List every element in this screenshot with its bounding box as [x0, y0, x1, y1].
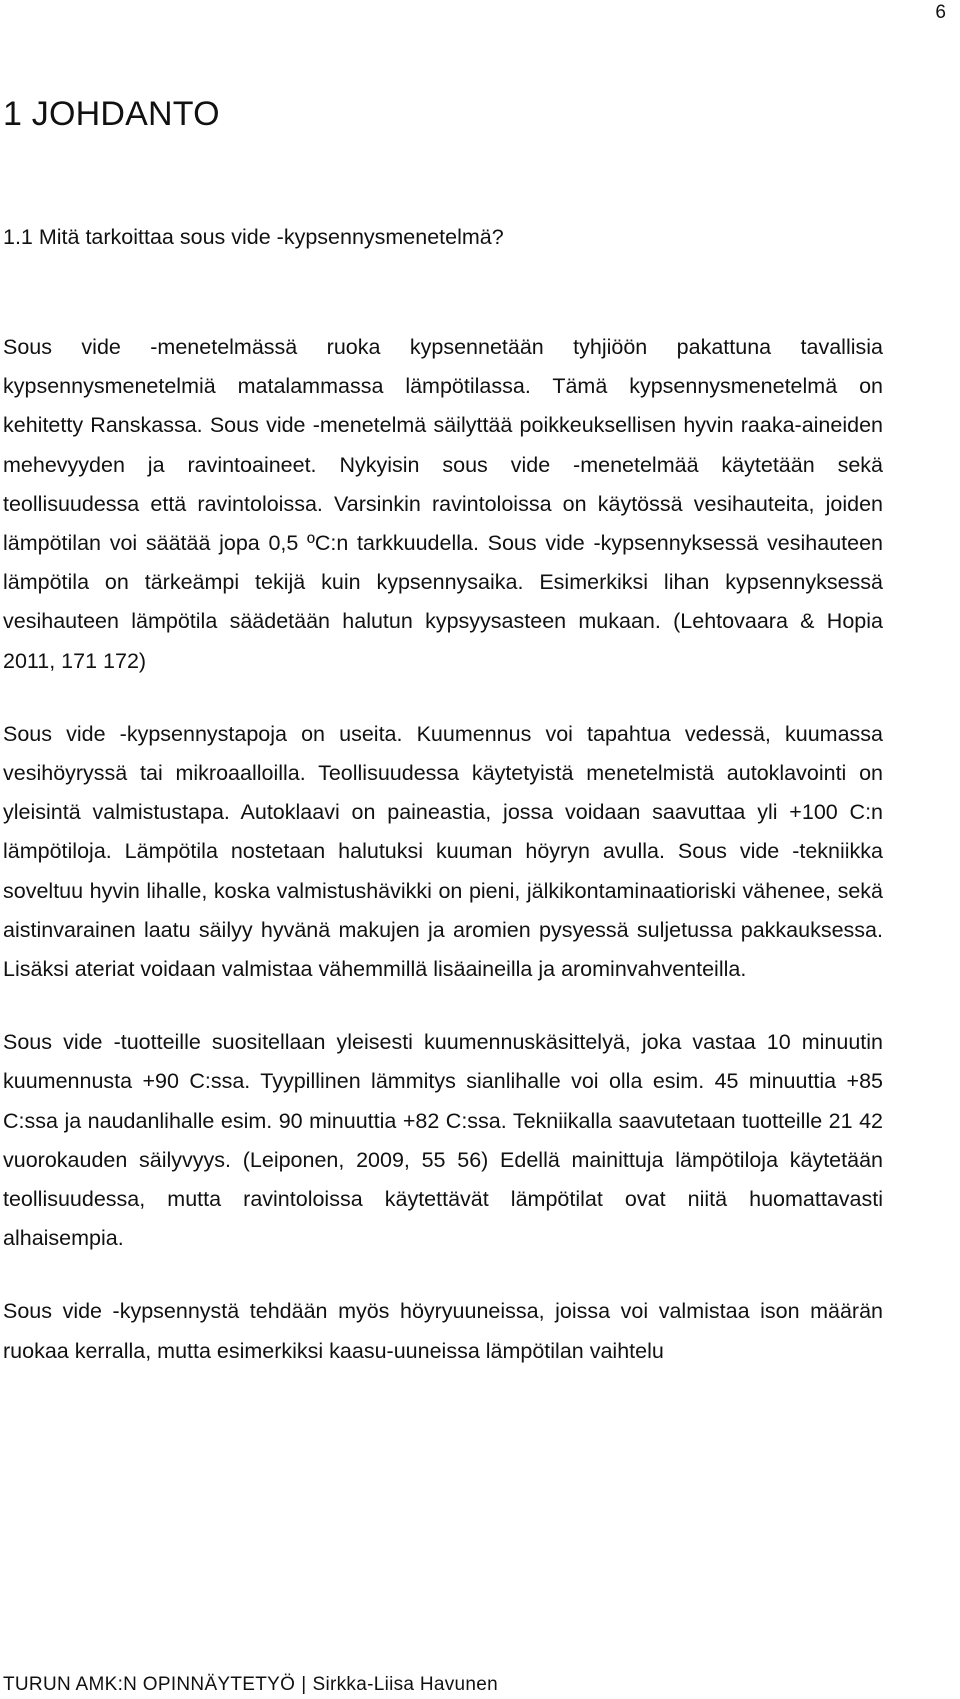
chapter-heading: 1 JOHDANTO [3, 95, 220, 133]
footer-author: Sirkka-Liisa Havunen [312, 1674, 499, 1695]
body-text [3, 328, 883, 1405]
page-footer [3, 1672, 498, 1698]
footer-institution: TURUN AMK:N OPINNÄYTETYÖ [3, 1674, 296, 1695]
section-heading: 1.1 Mitä tarkoittaa sous vide -kypsennysmenetelmä? [3, 225, 504, 249]
paragraph-1: Sous vide -menetelmässä ruoka kypsennetään tyhjiöön pakattuna tavallisia kypsennysmenetelmiä matalammassa lämpötilassa. Tämä kypsennysmenetelmä on kehitetty Ranskassa. Sous vide -menetelmä säilyttää poikkeuksellisen hyvin raaka-aineiden mehevyyden ja ravintoaineet. Nykyisin sous vide -menetelmää käytetään sekä teollisuudessa että ravintoloissa. Varsinkin ravintoloissa on käytössä vesihauteita, joiden lämpötilan voi säätää jopa 0,5 ºC:n tarkkuudella. Sous vide -kypsennyksessä vesihauteen lämpötila on tärkeämpi tekijä kuin kypsennysaika. Esimerkiksi lihan kypsennyksessä vesihauteen lämpötila säädetään halutun kypsyysasteen mukaan. (Lehtovaara & Hopia 2011, 171 172) [3, 335, 883, 673]
page-number: 6 [935, 2, 946, 23]
paragraph-3: Sous vide -tuotteille suositellaan yleisesti kuumennuskäsittelyä, joka vastaa 10 minuutin kuumennusta +90 C:ssa. Tyypillinen lämmitys sianlihalle voi olla esim. 45 minuuttia +85 C:ssa ja naudanlihalle esim. 90 minuuttia +82 C:ssa. Tekniikalla saavutetaan tuotteille 21 42 vuorokauden säilyvyys. (Leiponen, 2009, 55 56) Edellä mainittuja lämpötiloja käytetään teollisuudessa, mutta ravintoloissa käytettävät lämpötilat ovat niitä huomattavasti alhaisempia. [3, 1030, 883, 1251]
paragraph-4: Sous vide -kypsennystä tehdään myös höyryuuneissa, joissa voi valmistaa ison määrän ruokaa kerralla, mutta esimerkiksi kaasu-uuneissa lämpötilan vaihtelu [3, 1299, 883, 1363]
paragraph-2: Sous vide -kypsennystapoja on useita. Kuumennus voi tapahtua vedessä, kuumassa vesihöyryssä tai mikroaalloilla. Teollisuudessa käytetyistä menetelmistä autoklavointi on yleisintä valmistustapa. Autoklaavi on paineastia, jossa voidaan saavuttaa yli +100 C:n lämpötiloja. Lämpötila nostetaan halutuksi kuuman höyryn avulla. Sous vide -tekniikka soveltuu hyvin lihalle, koska valmistushävikki on pieni, jälkikontaminaatioriski vähenee, sekä aistinvarainen laatu säilyy hyvänä makujen ja aromien pysyessä suljetussa pakkauksessa. Lisäksi ateriat voidaan valmistaa vähemmillä lisäaineilla ja arominvahventeilla. [3, 721, 883, 982]
footer-separator: | [301, 1674, 307, 1695]
